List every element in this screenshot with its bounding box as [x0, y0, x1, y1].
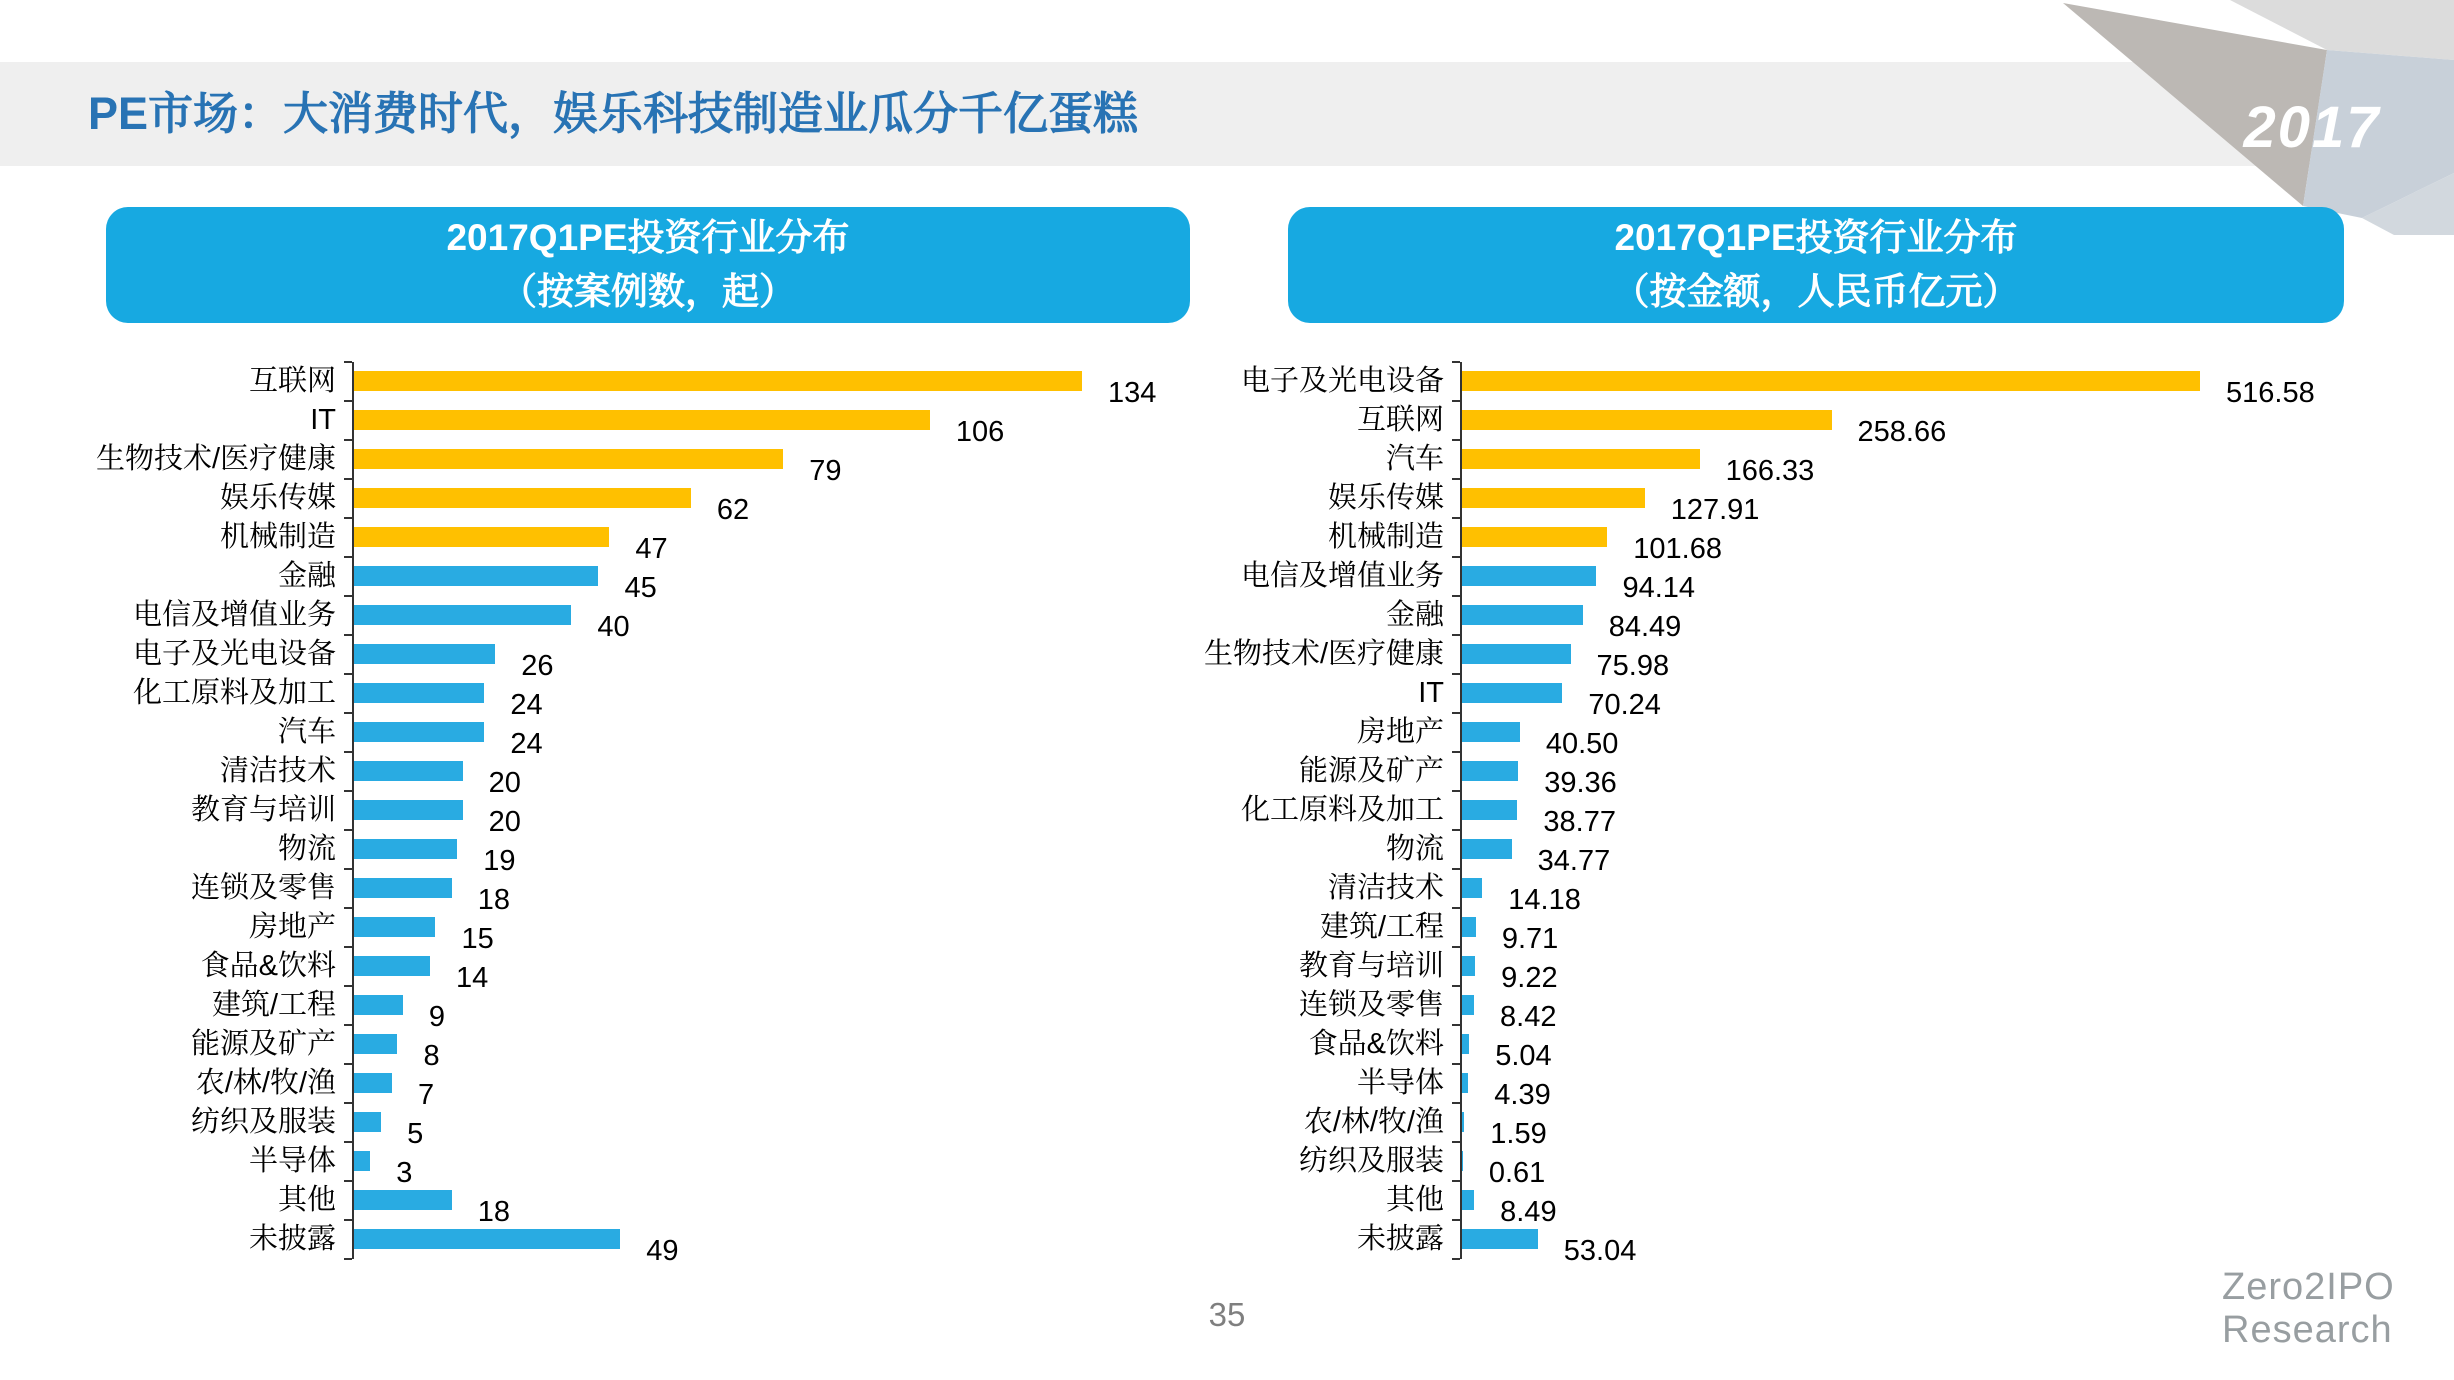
bar-track [352, 986, 1220, 1033]
value-label: 5.04 [1495, 1040, 1552, 1072]
value-label: 8.49 [1500, 1196, 1557, 1228]
chart-row [60, 635, 1220, 682]
bar-track [352, 635, 1220, 682]
chart-row [60, 830, 1220, 877]
category-label: 未披露 [1356, 1223, 1444, 1255]
chart-amount-header [1288, 207, 2344, 323]
bar [354, 371, 1082, 391]
chart-row [1180, 518, 2360, 565]
corner-decoration [2034, 0, 2454, 235]
category-label: 教育与培训 [190, 794, 336, 826]
bar-track [1460, 479, 2360, 526]
bar [354, 1073, 392, 1093]
bar-track [352, 1025, 1220, 1072]
chart-row [1180, 557, 2360, 604]
bar [1462, 800, 1517, 820]
chart-row [60, 1064, 1220, 1111]
chart-row [1180, 947, 2360, 994]
category-label: 半导体 [248, 1145, 336, 1177]
bar [1462, 722, 1520, 742]
category-label: 娱乐传媒 [1327, 482, 1444, 514]
bar-track [352, 908, 1220, 955]
bar [354, 1229, 620, 1249]
value-label: 14 [456, 962, 489, 994]
chart-row [60, 1220, 1220, 1267]
chart-row [60, 713, 1220, 760]
bar-track [1460, 1181, 2360, 1228]
bar-track [352, 830, 1220, 877]
category-label: 化工原料及加工 [132, 677, 336, 709]
chart-row [1180, 479, 2360, 526]
chart-row [1180, 362, 2360, 409]
bar [1462, 1229, 1538, 1249]
bar-track [352, 1181, 1220, 1228]
category-label: 汽车 [1385, 443, 1444, 475]
bar-track [352, 401, 1220, 448]
bar-track [1460, 596, 2360, 643]
value-label: 53.04 [1563, 1235, 1637, 1267]
category-label: 农/林/牧/渔 [195, 1067, 336, 1099]
chart-cases-title-line1: 2017Q1PE投资行业分布 [446, 217, 850, 259]
bar [1462, 1112, 1464, 1132]
value-label: 20 [488, 806, 521, 838]
bar [1462, 566, 1596, 586]
value-label: 24 [510, 728, 543, 760]
page-number: 35 [1208, 1296, 1246, 1333]
bar [354, 761, 463, 781]
chart-row [60, 1103, 1220, 1150]
chart-row [60, 362, 1220, 409]
bar [1462, 1190, 1474, 1210]
bar-track [352, 752, 1220, 799]
chart-row [60, 986, 1220, 1033]
bar [1462, 371, 2200, 391]
category-label: 未披露 [248, 1223, 336, 1255]
value-label: 24 [510, 689, 543, 721]
category-label: 连锁及零售 [1298, 989, 1444, 1021]
value-label: 9 [428, 1001, 446, 1033]
chart-row [60, 596, 1220, 643]
chart-row [60, 1181, 1220, 1228]
bar-track [352, 440, 1220, 487]
category-label: 电子及光电设备 [1240, 365, 1444, 397]
value-label: 20 [488, 767, 521, 799]
bar [354, 722, 484, 742]
bar-track [1460, 1142, 2360, 1189]
chart-row [60, 401, 1220, 448]
value-label: 4.39 [1494, 1079, 1551, 1111]
zero2ipo-logo [2222, 1266, 2395, 1351]
value-label: 15 [461, 923, 494, 955]
value-label: 39.36 [1544, 767, 1617, 799]
bar-track [352, 1103, 1220, 1150]
chart-row [60, 479, 1220, 526]
chart-row [60, 908, 1220, 955]
chart-row [1180, 830, 2360, 877]
chart-row [60, 869, 1220, 916]
bar [1462, 527, 1607, 547]
bar-track [1460, 518, 2360, 565]
value-label: 14.18 [1508, 884, 1581, 916]
bar [354, 683, 484, 703]
value-label: 47 [635, 533, 668, 565]
chart-row [60, 791, 1220, 838]
bar-track [1460, 362, 2360, 409]
bar [354, 917, 435, 937]
chart-row [60, 1025, 1220, 1072]
category-label: 电信及增值业务 [132, 599, 336, 631]
bar-track [352, 1142, 1220, 1189]
logo-line1: Zero2IPO [2222, 1266, 2395, 1308]
category-label: 能源及矿产 [190, 1028, 336, 1060]
category-label: 物流 [1385, 833, 1444, 865]
value-label: 9.22 [1501, 962, 1558, 994]
bar [354, 527, 609, 547]
chart-amount-title-line1: 2017Q1PE投资行业分布 [1614, 217, 2018, 259]
logo-line2: Research [2222, 1308, 2393, 1351]
category-label: 物流 [277, 833, 336, 865]
value-label: 127.91 [1670, 494, 1760, 526]
category-label: IT [310, 404, 336, 436]
bar [1462, 878, 1482, 898]
chart-row [60, 752, 1220, 799]
bar [1462, 683, 1562, 703]
value-label: 8.42 [1500, 1001, 1557, 1033]
value-label: 45 [624, 572, 657, 604]
bar [1462, 410, 1832, 430]
chart-row [1180, 674, 2360, 721]
value-label: 75.98 [1596, 650, 1670, 682]
bar-track [1460, 1025, 2360, 1072]
bar-track [1460, 713, 2360, 760]
category-label: 生物技术/医疗健康 [1203, 638, 1444, 670]
bar-track [352, 1220, 1220, 1267]
category-label: 机械制造 [1327, 521, 1444, 553]
category-label: 金融 [277, 560, 336, 592]
bar [354, 449, 783, 469]
bar-track [352, 362, 1220, 409]
bar [1462, 839, 1512, 859]
value-label: 38.77 [1543, 806, 1616, 838]
bar [354, 488, 691, 508]
bar [1462, 644, 1571, 664]
year-badge: 2017 [2243, 95, 2381, 160]
category-label: 机械制造 [219, 521, 336, 553]
bar [1462, 956, 1475, 976]
category-label: 食品&饮料 [200, 950, 336, 982]
value-label: 3 [396, 1157, 413, 1189]
bar-track [1460, 869, 2360, 916]
category-label: 互联网 [1356, 404, 1444, 436]
bar [1462, 605, 1583, 625]
bar [354, 1034, 397, 1054]
bar-track [1460, 401, 2360, 448]
category-label: 化工原料及加工 [1240, 794, 1444, 826]
category-label: 农/林/牧/渔 [1303, 1106, 1444, 1138]
value-label: 62 [716, 494, 750, 526]
bar-track [352, 557, 1220, 604]
bar-track [352, 947, 1220, 994]
chart-row [1180, 713, 2360, 760]
value-label: 106 [955, 416, 1005, 448]
value-label: 0.61 [1488, 1157, 1546, 1189]
bar [354, 605, 571, 625]
category-label: 电子及光电设备 [132, 638, 336, 670]
chart-row [1180, 1103, 2360, 1150]
value-label: 70.24 [1588, 689, 1661, 721]
bar-track [352, 518, 1220, 565]
bar [354, 1151, 370, 1171]
bar [354, 995, 403, 1015]
category-label: 教育与培训 [1298, 950, 1444, 982]
chart-row [1180, 869, 2360, 916]
category-label: 其他 [1385, 1184, 1444, 1216]
category-label: 生物技术/医疗健康 [95, 443, 336, 475]
value-label: 258.66 [1857, 416, 1947, 448]
chart-row [1180, 401, 2360, 448]
value-label: 7 [418, 1079, 435, 1111]
category-label: 能源及矿产 [1298, 755, 1444, 787]
value-label: 34.77 [1537, 845, 1611, 877]
chart-row [60, 674, 1220, 721]
bar-track [1460, 440, 2360, 487]
value-label: 166.33 [1725, 455, 1815, 487]
bar [354, 878, 452, 898]
chart-amount-plot [1180, 362, 2360, 1267]
value-label: 84.49 [1608, 611, 1682, 643]
category-label: 纺织及服装 [1298, 1145, 1444, 1177]
category-label: 娱乐传媒 [219, 482, 336, 514]
bar [1462, 1073, 1468, 1093]
category-label: 食品&饮料 [1308, 1028, 1444, 1060]
chart-row [1180, 752, 2360, 799]
value-label: 40 [597, 611, 630, 643]
bar [354, 644, 495, 664]
chart-row [60, 518, 1220, 565]
chart-row [1180, 791, 2360, 838]
chart-row [1180, 1181, 2360, 1228]
chart-row [1180, 1220, 2360, 1267]
bar-track [1460, 947, 2360, 994]
value-label: 18 [477, 884, 511, 916]
chart-row [60, 947, 1220, 994]
bar-track [352, 674, 1220, 721]
chart-row [1180, 908, 2360, 955]
value-label: 19 [483, 845, 516, 877]
chart-row [1180, 1064, 2360, 1111]
value-label: 79 [809, 455, 842, 487]
category-label: IT [1418, 677, 1444, 709]
value-label: 1.59 [1490, 1118, 1547, 1150]
bar-track [352, 479, 1220, 526]
category-label: 半导体 [1356, 1067, 1444, 1099]
category-label: 其他 [277, 1184, 336, 1216]
category-label: 清洁技术 [219, 755, 336, 787]
chart-row [1180, 986, 2360, 1033]
bar [1462, 917, 1476, 937]
bar-track [1460, 830, 2360, 877]
value-label: 94.14 [1622, 572, 1696, 604]
value-label: 134 [1108, 377, 1157, 409]
bar [1462, 995, 1474, 1015]
bar-track [352, 791, 1220, 838]
chart-row [1180, 635, 2360, 682]
bar-track [1460, 1064, 2360, 1111]
category-label: 清洁技术 [1327, 872, 1444, 904]
bar-track [352, 713, 1220, 760]
chart-row [60, 1142, 1220, 1189]
bar-track [352, 1064, 1220, 1111]
bar-track [1460, 908, 2360, 955]
bar [1462, 449, 1700, 469]
chart-cases-plot [60, 362, 1220, 1267]
value-label: 49 [646, 1235, 679, 1267]
bar [354, 1190, 452, 1210]
chart-row [1180, 440, 2360, 487]
bar-track [1460, 635, 2360, 682]
category-label: 互联网 [248, 365, 336, 397]
category-label: 汽车 [277, 716, 336, 748]
bar [1462, 761, 1518, 781]
bar [354, 566, 598, 586]
value-label: 40.50 [1545, 728, 1619, 760]
value-label: 516.58 [2226, 377, 2315, 409]
bar [354, 956, 430, 976]
value-label: 101.68 [1633, 533, 1722, 565]
bar [354, 800, 463, 820]
chart-row [60, 440, 1220, 487]
bar-track [1460, 674, 2360, 721]
bar [1462, 488, 1645, 508]
category-label: 房地产 [1356, 716, 1444, 748]
chart-amount-title-line2: （按金额，人民币亿元） [1612, 271, 2020, 312]
bar-track [1460, 752, 2360, 799]
chart-row [1180, 1142, 2360, 1189]
chart-row [1180, 596, 2360, 643]
bar [1462, 1034, 1469, 1054]
category-label: 房地产 [248, 911, 336, 943]
value-label: 5 [407, 1118, 424, 1150]
chart-cases-header [106, 207, 1190, 323]
bar [354, 410, 930, 430]
category-label: 建筑/工程 [211, 989, 336, 1021]
category-label: 建筑/工程 [1319, 911, 1444, 943]
bar [354, 839, 457, 859]
bar [1462, 1151, 1463, 1171]
bar-track [1460, 557, 2360, 604]
category-label: 金融 [1385, 599, 1444, 631]
chart-cases-title-line2: （按案例数，起） [500, 271, 796, 312]
value-label: 8 [423, 1040, 440, 1072]
bar [354, 1112, 381, 1132]
bar-track [1460, 791, 2360, 838]
bar-track [1460, 986, 2360, 1033]
bar-track [1460, 1220, 2360, 1267]
category-label: 连锁及零售 [190, 872, 336, 904]
bar-track [352, 596, 1220, 643]
page-title: PE市场：大消费时代，娱乐科技制造业瓜分千亿蛋糕 [88, 88, 1139, 139]
category-label: 电信及增值业务 [1240, 560, 1444, 592]
chart-row [60, 557, 1220, 604]
category-label: 纺织及服装 [190, 1106, 336, 1138]
bar-track [352, 869, 1220, 916]
value-label: 26 [521, 650, 554, 682]
bar-track [1460, 1103, 2360, 1150]
value-label: 18 [477, 1196, 511, 1228]
value-label: 9.71 [1501, 923, 1559, 955]
chart-row [1180, 1025, 2360, 1072]
